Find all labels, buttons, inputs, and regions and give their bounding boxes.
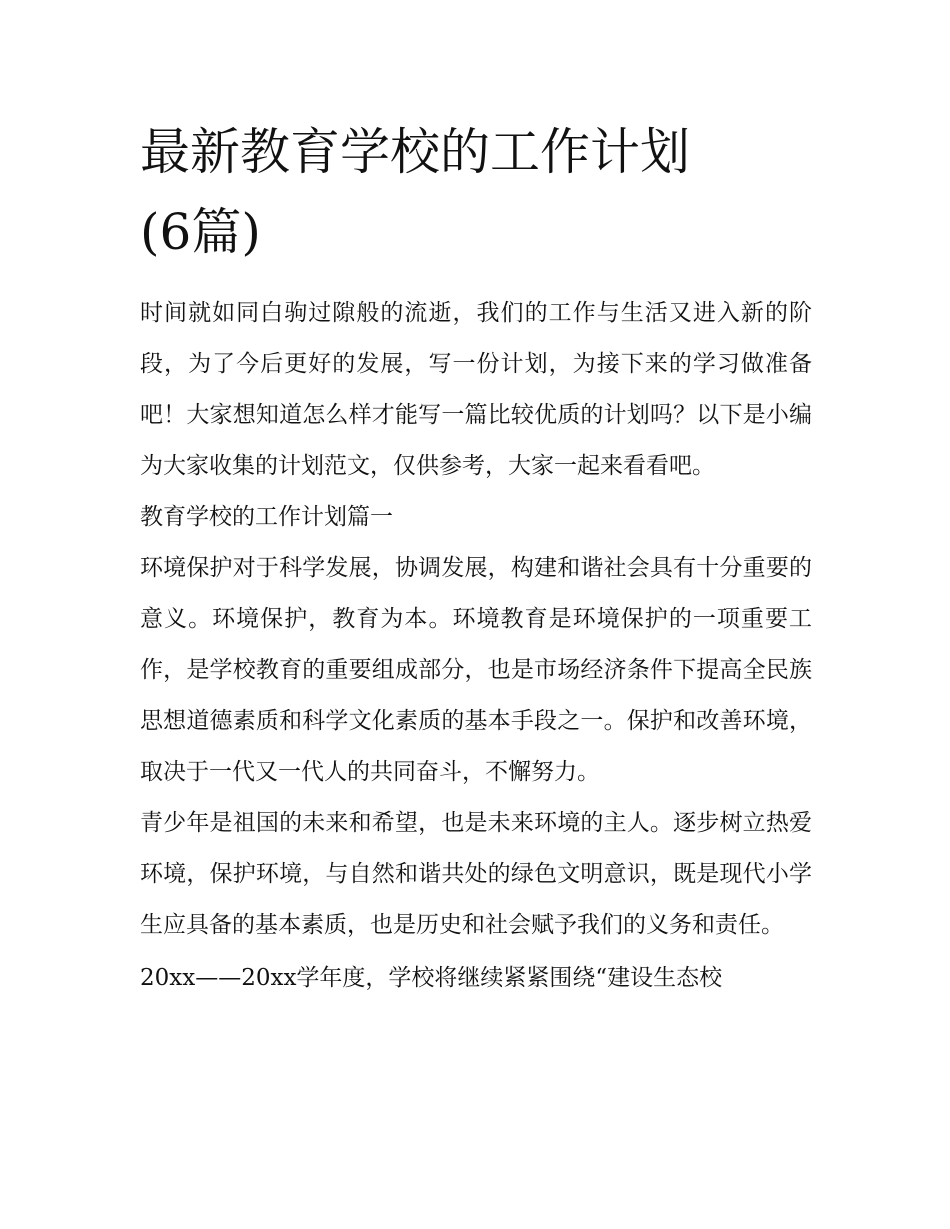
body-paragraph-1: 环境保护对于科学发展，协调发展，构建和谐社会具有十分重要的意义。环境保护，教育为本。环境教育是环境保护的一项重要工作，是学校教育的重要组成部分，也是市场经济条件下提高全民族思想道德素质和科学文化素质的基本手段之一。保护和改善环境，取决于一代又一代人的共同奋斗，不懈努力。 xyxy=(140,555,812,785)
document-page xyxy=(140,112,812,1004)
intro-paragraph: 时间就如同白驹过隙般的流逝，我们的工作与生活又进入新的阶段，为了今后更好的发展，写一份计划，为接下来的学习做准备吧！大家想知道怎么样才能写一篇比较优质的计划吗？以下是小编为大家收集的计划范文，仅供参考，大家一起来看看吧。 xyxy=(140,300,812,479)
body-paragraph-2: 青少年是祖国的未来和希望，也是未来环境的主人。逐步树立热爱环境，保护环境，与自然和谐共处的绿色文明意识，既是现代小学生应具备的基本素质，也是历史和社会赋予我们的义务和责任。 xyxy=(140,810,812,938)
body-paragraph-3: 20xx——20xx学年度，学校将继续紧紧围绕“建设生态校 xyxy=(140,965,723,991)
document-title: 最新教育学校的工作计划(6篇) xyxy=(140,123,690,261)
section-heading: 教育学校的工作计划篇一 xyxy=(140,504,393,530)
